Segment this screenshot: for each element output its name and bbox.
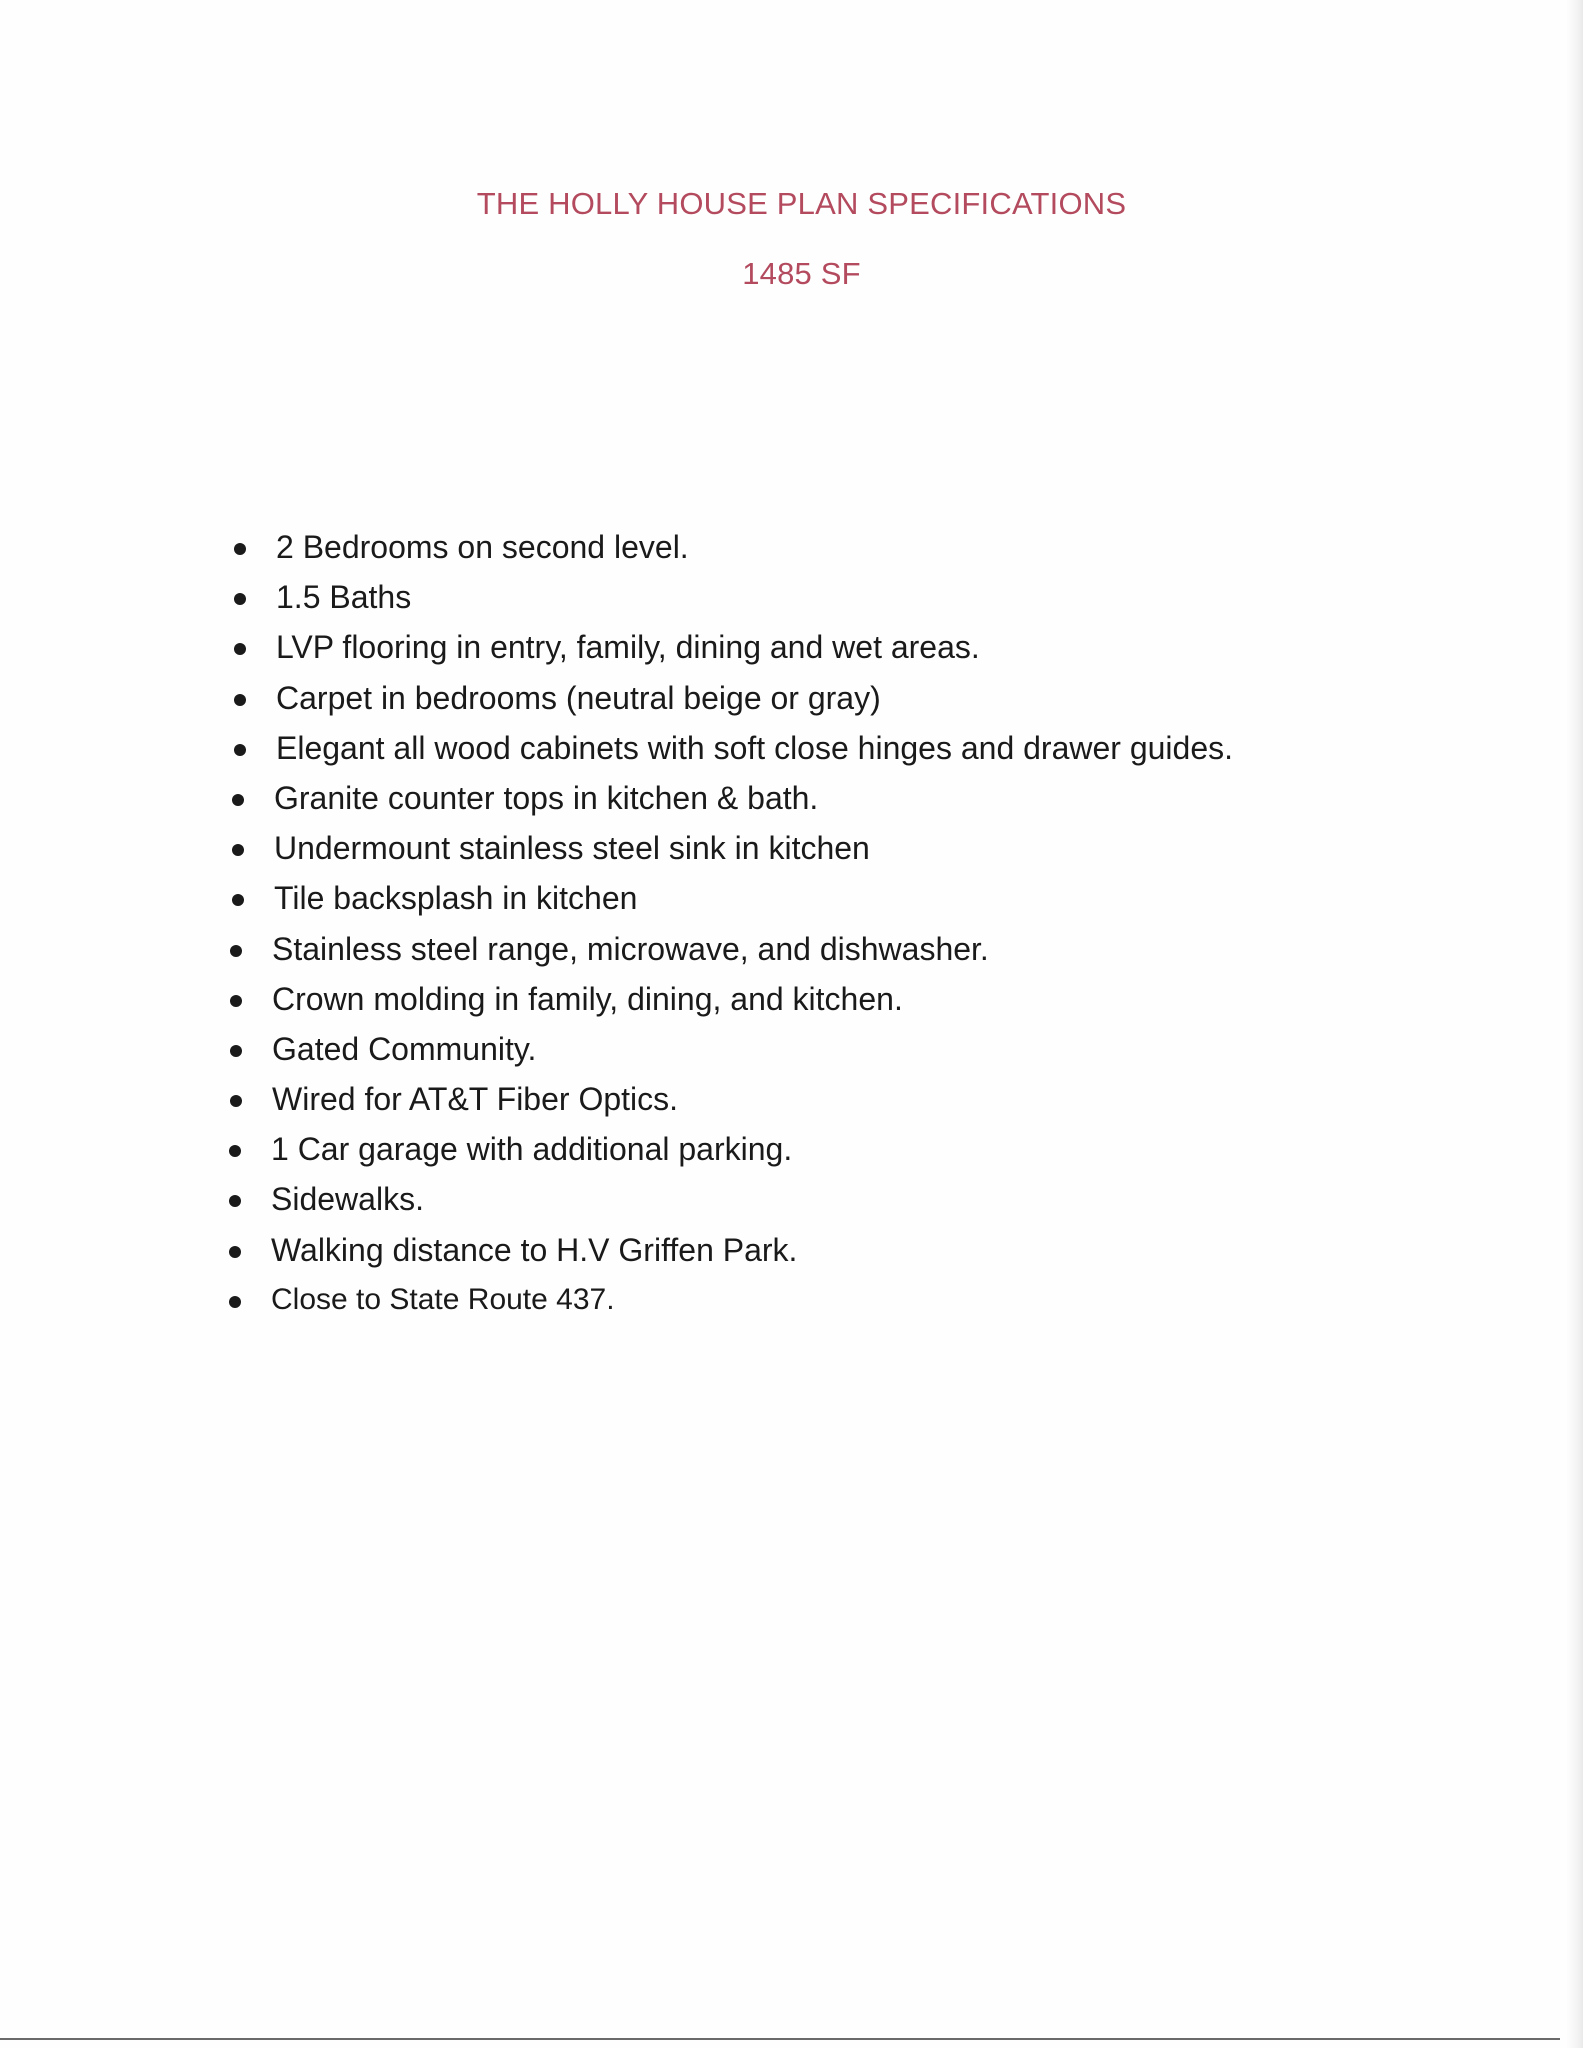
spec-text: Sidewalks. xyxy=(271,1181,424,1218)
spec-text: Carpet in bedrooms (neutral beige or gray) xyxy=(276,679,881,716)
list-item xyxy=(228,673,1233,723)
list-item xyxy=(223,1174,1228,1224)
spec-text: Stainless steel range, microwave, and dishwasher. xyxy=(272,930,989,967)
spec-text: Walking distance to H.V Griffen Park. xyxy=(271,1231,798,1268)
spec-text: Tile backsplash in kitchen xyxy=(274,880,638,917)
list-item xyxy=(224,924,1229,974)
bullet-icon xyxy=(234,543,246,555)
list-item xyxy=(224,1074,1229,1124)
spec-text: Gated Community. xyxy=(272,1030,537,1067)
bullet-icon xyxy=(230,1095,242,1107)
bullet-icon xyxy=(234,744,246,756)
bullet-icon xyxy=(230,1045,242,1057)
scan-edge-line xyxy=(0,2038,1560,2040)
spec-text: 1.5 Baths xyxy=(276,579,412,616)
spec-text: Crown molding in family, dining, and kitchen. xyxy=(272,980,903,1017)
spec-text: 1 Car garage with additional parking. xyxy=(271,1131,793,1168)
scan-shadow-right xyxy=(1565,0,1583,2048)
list-item xyxy=(223,1225,1228,1275)
page-title: THE HOLLY HOUSE PLAN SPECIFICATIONS xyxy=(476,186,1127,221)
list-item xyxy=(223,1275,1228,1325)
list-item xyxy=(228,572,1233,622)
list-item xyxy=(228,622,1233,672)
bullet-icon xyxy=(232,894,244,906)
list-item xyxy=(226,873,1231,923)
spec-text: LVP flooring in entry, family, dining and wet areas. xyxy=(276,629,980,666)
bullet-icon xyxy=(229,1246,241,1258)
bullet-icon xyxy=(229,1195,241,1207)
list-item xyxy=(223,1124,1228,1174)
list-item xyxy=(224,1024,1229,1074)
bullet-icon xyxy=(234,643,246,655)
bullet-icon xyxy=(229,1145,241,1157)
bullet-icon xyxy=(229,1296,241,1308)
list-item xyxy=(228,723,1233,773)
spec-text: Undermount stainless steel sink in kitchen xyxy=(274,830,870,867)
spec-text: Elegant all wood cabinets with soft close hinges and drawer guides. xyxy=(276,729,1234,766)
spec-text: Wired for AT&T Fiber Optics. xyxy=(272,1081,679,1118)
spec-text: Close to State Route 437. xyxy=(271,1282,615,1316)
specification-list xyxy=(228,522,1233,1325)
bullet-icon xyxy=(232,844,244,856)
spec-text: Granite counter tops in kitchen & bath. xyxy=(274,779,819,816)
square-footage: 1485 SF xyxy=(742,256,861,291)
list-item xyxy=(226,773,1231,823)
list-item xyxy=(226,823,1231,873)
list-item xyxy=(224,974,1229,1024)
bullet-icon xyxy=(230,945,242,957)
spec-text: 2 Bedrooms on second level. xyxy=(276,529,689,565)
bullet-icon xyxy=(234,694,246,706)
bullet-icon xyxy=(230,995,242,1007)
bullet-icon xyxy=(234,593,246,605)
list-item xyxy=(228,522,1233,572)
bullet-icon xyxy=(232,794,244,806)
